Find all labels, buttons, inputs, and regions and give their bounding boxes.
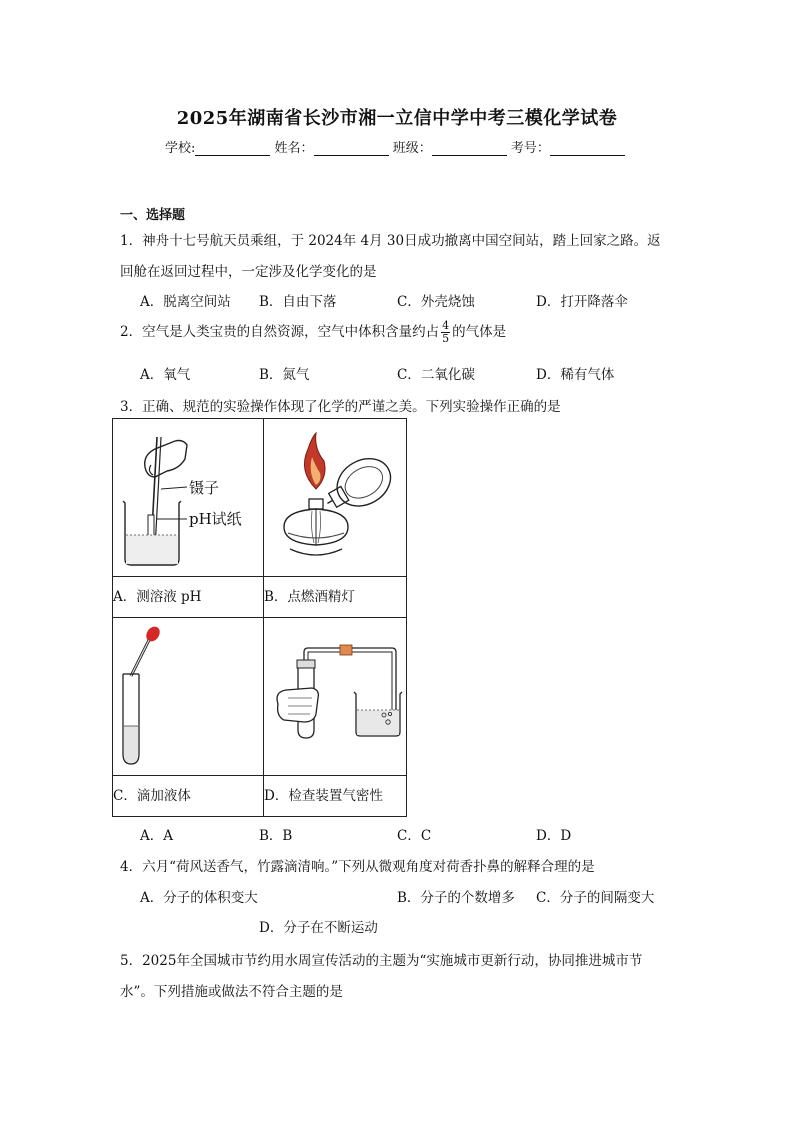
q1-stem-line1: 1．神舟十七号航天员乘组，于 2024年 4月 30日成功撤离中国空间站，踏上回家之路。返 (120, 233, 661, 249)
q5-stem-line2: 水”。下列措施或做法不符合主题的是 (120, 984, 343, 1000)
id-label: 考号： (510, 141, 550, 156)
ph-test-illustration (113, 419, 263, 576)
figure-d-cell (264, 618, 407, 776)
figure-b (264, 419, 406, 576)
alcohol-lamp-illustration (264, 419, 406, 576)
caption-b: B．点燃酒精灯 (264, 577, 407, 618)
student-info-line (165, 137, 625, 156)
airtightness-illustration (264, 618, 406, 775)
q3-figure-table (112, 418, 407, 817)
q1-stem-line2: 回舱在返回过程中，一定涉及化学变化的是 (120, 264, 377, 280)
q4-option-d[interactable]: D．分子在不断运动 (259, 920, 378, 936)
caption-a: A．测溶液 pH (113, 577, 264, 618)
q2-frac-den: 5 (442, 332, 450, 345)
q2-option-b[interactable]: B．氮气 (259, 367, 310, 383)
q2-option-d[interactable]: D．稀有气体 (536, 367, 615, 383)
q1-option-a[interactable]: A．脱离空间站 (140, 294, 231, 310)
q2-option-a[interactable]: A．氧气 (140, 367, 191, 383)
figure-d (264, 618, 406, 775)
q1-option-d[interactable]: D．打开降落伞 (536, 294, 628, 310)
q4-stem: 4．六月“荷风送香气，竹露滴清响。”下列从微观角度对荷香扑鼻的解释合理的是 (120, 859, 595, 875)
name-label: 姓名： (274, 141, 314, 156)
q3-option-b[interactable]: B．B (259, 828, 293, 844)
figure-a-cell (113, 419, 264, 577)
class-blank (432, 142, 507, 156)
caption-d: D．检查装置气密性 (264, 776, 407, 817)
dropper-illustration (113, 618, 263, 775)
q2-stem-pre: 2．空气是人类宝贵的自然资源，空气中体积含量约占 (120, 324, 440, 340)
q3-option-a[interactable]: A．A (140, 828, 173, 844)
q4-option-a[interactable]: A．分子的体积变大 (140, 890, 258, 906)
figure-b-cell (264, 419, 407, 577)
id-blank (550, 142, 625, 156)
q2-option-c[interactable]: C．二氧化碳 (397, 367, 475, 383)
q2-frac-num: 4 (442, 319, 450, 332)
exam-title: 2025年湖南省长沙市湘一立信中学中考三模化学试卷 (176, 108, 618, 129)
caption-c: C．滴加液体 (113, 776, 264, 817)
name-blank (314, 142, 389, 156)
q2-fraction (441, 320, 450, 345)
q4-option-c[interactable]: C．分子的间隔变大 (536, 890, 655, 906)
q2-stem-post: 的气体是 (452, 324, 507, 340)
q1-option-b[interactable]: B．自由下落 (259, 294, 337, 310)
q5-stem-line1: 5．2025年全国城市节约用水周宣传活动的主题为“实施城市更新行动，协同推进城市节 (120, 953, 643, 969)
q3-option-c[interactable]: C．C (397, 828, 432, 844)
label-tweezers: 镊子 (189, 479, 220, 497)
class-label: 班级： (392, 141, 432, 156)
q1-option-c[interactable]: C．外壳烧蚀 (397, 294, 475, 310)
q4-option-b[interactable]: B．分子的个数增多 (397, 890, 515, 906)
school-label: 学校: (165, 141, 196, 156)
label-ph-paper: pH试纸 (189, 510, 242, 528)
q3-stem: 3．正确、规范的实验操作体现了化学的严谨之美。下列实验操作正确的是 (120, 399, 561, 415)
figure-a (113, 419, 263, 576)
figure-c-cell (113, 618, 264, 776)
section-title: 一、选择题 (120, 208, 186, 223)
figure-c (113, 618, 263, 775)
school-blank (195, 142, 270, 156)
q3-option-d[interactable]: D．D (536, 828, 572, 844)
q2-stem (120, 320, 506, 345)
